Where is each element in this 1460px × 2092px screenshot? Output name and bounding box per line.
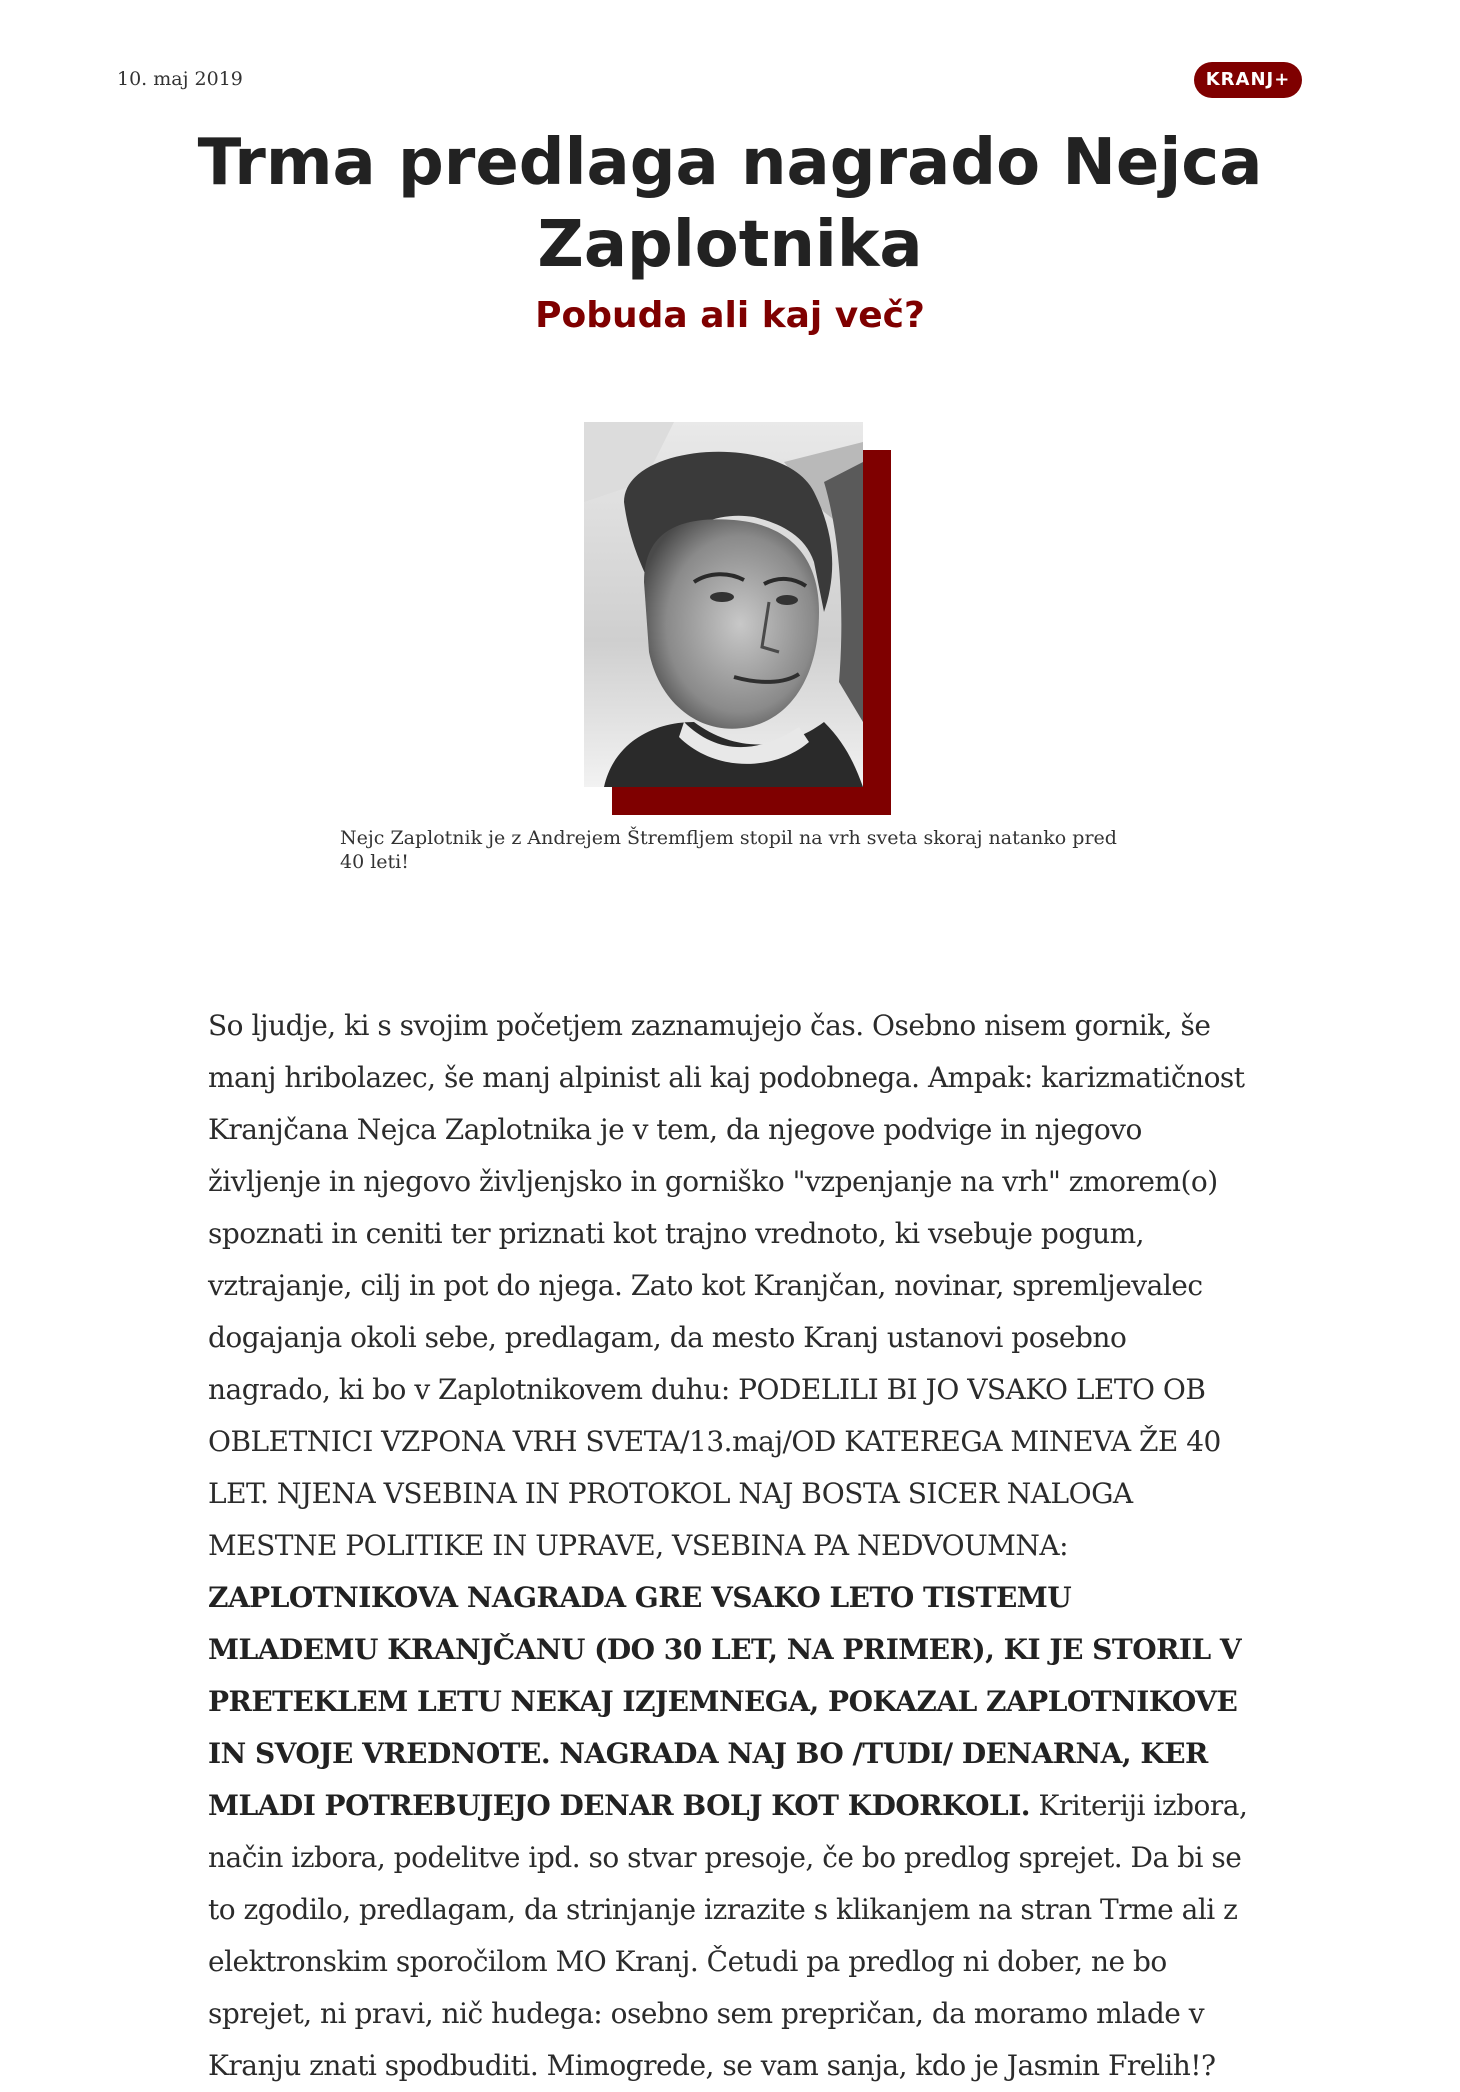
article-body (208, 1000, 1248, 2092)
article-figure (584, 422, 891, 815)
article-title: Trma predlaga nagrado Nejca Zaplotnika (197, 126, 1263, 282)
body-intro: So ljudje, ki s svojim početjem zaznamujejo čas. Osebno nisem gornik, še manj hribolazec, še manj alpinist ali kaj podobnega. Ampak: karizmatičnost Kranjčana Nejca Zaplotnika je v tem, da njegove podvige in njegovo življenje in njegovo življenjsko in gorniško "vzpenjanje na vrh" zmorem(o) spoznati in ceniti ter priznati kot trajno vrednoto, ki vsebuje pogum, vztrajanje, cilj in pot do njega. Zato kot Kranjčan, novinar, spremljevalec dogajanja okoli sebe, predlagam, da mesto Kranj ustanovi posebno nagrado, ki bo v Zaplotnikovem duhu: PODELILI BI JO VSAKO LETO OB OBLETNICI VZPONA VRH SVETA/13.maj/OD KATEREGA MINEVA ŽE 40 LET. NJENA VSEBINA IN PROTOKOL NAJ BOSTA SICER NALOGA MESTNE POLITIKE IN UPRAVE, VSEBINA PA NEDVOUMNA: (208, 1009, 1245, 1562)
kranj-plus-badge[interactable]: KRANJ+ (1194, 62, 1302, 98)
article-subtitle: Pobuda ali kaj več? (535, 295, 925, 336)
portrait-photo (584, 422, 863, 787)
publish-date: 10. maj 2019 (117, 68, 243, 90)
body-outro: Kriteriji izbora, način izbora, podelitve ipd. so stvar presoje, če bo predlog sprejet. Da bi se to zgodilo, predlagam, da strinjanje izrazite s klikanjem na stran Trme ali z elektronskim sporočilom MO Kranj. Četudi pa predlog ni dober, ne bo sprejet, ni pravi, nič hudega: osebno sem prepričan, da moramo mlade v Kranju znati spodbuditi. Mimogrede, se vam sanja, kdo je Jasmin Frelih!? (208, 1789, 1248, 2082)
body-bold-statement: ZAPLOTNIKOVA NAGRADA GRE VSAKO LETO TISTEMU MLADEMU KRANJČANU (DO 30 LET, NA PRIMER), KI JE STORIL V PRETEKLEM LETU NEKAJ IZJEMNEGA, POKAZAL ZAPLOTNIKOVE IN SVOJE VREDNOTE. NAGRADA NAJ BO /TUDI/ DENARNA, KER MLADI POTREBUJEJO DENAR BOLJ KOT KDORKOLI. (208, 1581, 1242, 1822)
photo-caption: Nejc Zaplotnik je z Andrejem Štremfljem stopil na vrh sveta skoraj natanko pred 40 leti! (340, 827, 1117, 873)
